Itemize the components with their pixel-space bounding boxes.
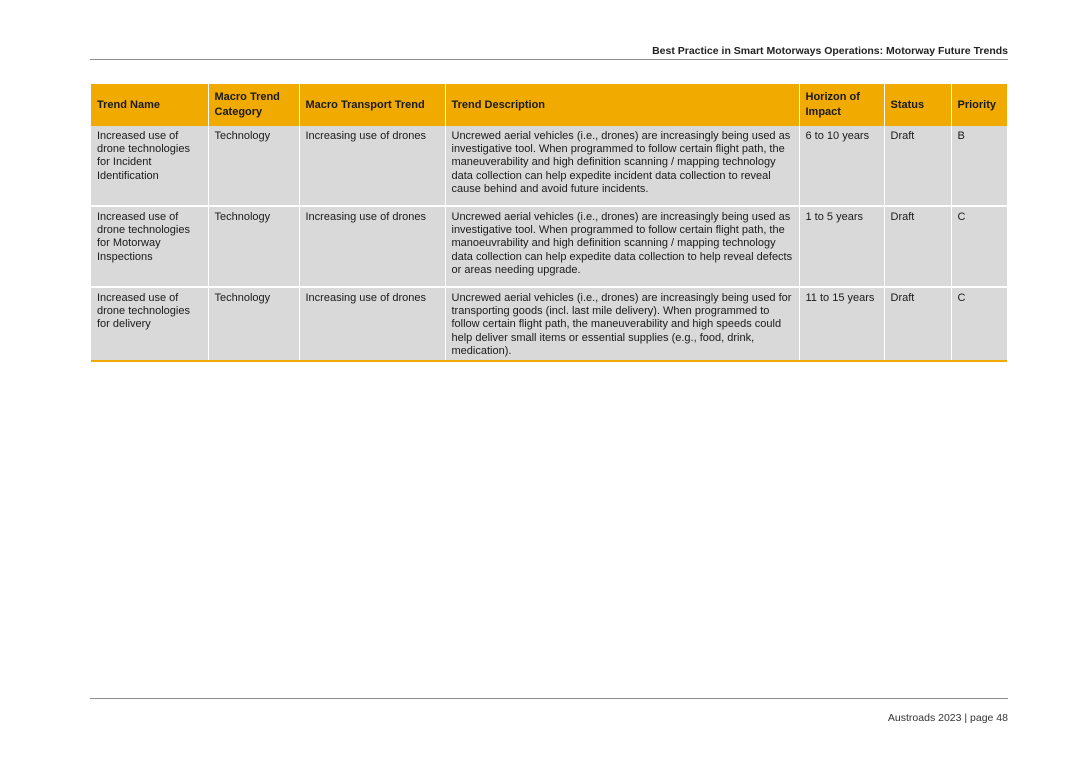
column-header-trend-description: Trend Description xyxy=(445,84,799,126)
macro-trend-category-cell: Technology xyxy=(208,126,299,206)
table-row xyxy=(91,206,1007,287)
column-header-macro-trend-category: Macro Trend Category xyxy=(208,84,299,126)
trend-description-cell: Uncrewed aerial vehicles (i.e., drones) are increasingly being used as investigative tool. When programmed to follow certain flight path, the manoeuvrability and high definition scanning / mapping technology data collection can help expedite data collection to help reveal defects or areas needing upgrade. xyxy=(445,206,799,287)
horizon-of-impact-cell: 1 to 5 years xyxy=(799,206,884,287)
macro-trend-category-cell: Technology xyxy=(208,206,299,287)
column-header-status: Status xyxy=(884,84,951,126)
future-trends-table xyxy=(91,84,1007,362)
table-header-row xyxy=(91,84,1007,126)
horizon-of-impact-cell: 6 to 10 years xyxy=(799,126,884,206)
column-header-priority: Priority xyxy=(951,84,1007,126)
priority-cell: C xyxy=(951,206,1007,287)
table-row xyxy=(91,287,1007,362)
status-cell: Draft xyxy=(884,287,951,362)
column-header-macro-transport-trend: Macro Transport Trend xyxy=(299,84,445,126)
page-footer: Austroads 2023 | page 48 xyxy=(887,712,1008,724)
status-cell: Draft xyxy=(884,126,951,206)
table-row xyxy=(91,126,1007,206)
trend-name-cell: Increased use of drone technologies for Incident Identification xyxy=(91,126,208,206)
table-bottom-border xyxy=(91,360,1007,362)
priority-cell: B xyxy=(951,126,1007,206)
macro-transport-trend-cell: Increasing use of drones xyxy=(299,287,445,362)
column-header-horizon-of-impact: Horizon of Impact xyxy=(799,84,884,126)
footer-divider xyxy=(90,698,1008,699)
trend-description-cell: Uncrewed aerial vehicles (i.e., drones) are increasingly being used for transporting goods (incl. last mile delivery). When programmed to follow certain flight path, the maneuverability and high speeds could help deliver small items or essential supplies (e.g., food, drink, medication). xyxy=(445,287,799,362)
horizon-of-impact-cell: 11 to 15 years xyxy=(799,287,884,362)
priority-cell: C xyxy=(951,287,1007,362)
trend-name-cell: Increased use of drone technologies for Motorway Inspections xyxy=(91,206,208,287)
header-divider xyxy=(90,59,1008,60)
trend-name-cell: Increased use of drone technologies for delivery xyxy=(91,287,208,362)
macro-trend-category-cell: Technology xyxy=(208,287,299,362)
macro-transport-trend-cell: Increasing use of drones xyxy=(299,206,445,287)
column-header-trend-name: Trend Name xyxy=(91,84,208,126)
macro-transport-trend-cell: Increasing use of drones xyxy=(299,126,445,206)
status-cell: Draft xyxy=(884,206,951,287)
running-header: Best Practice in Smart Motorways Operations: Motorway Future Trends xyxy=(652,45,1008,57)
trend-description-cell: Uncrewed aerial vehicles (i.e., drones) are increasingly being used as investigative tool. When programmed to follow certain flight path, the maneuverability and high definition scanning / mapping technology data collection can help expedite incident data collection to reveal cause behind and avoid future incidents. xyxy=(445,126,799,206)
